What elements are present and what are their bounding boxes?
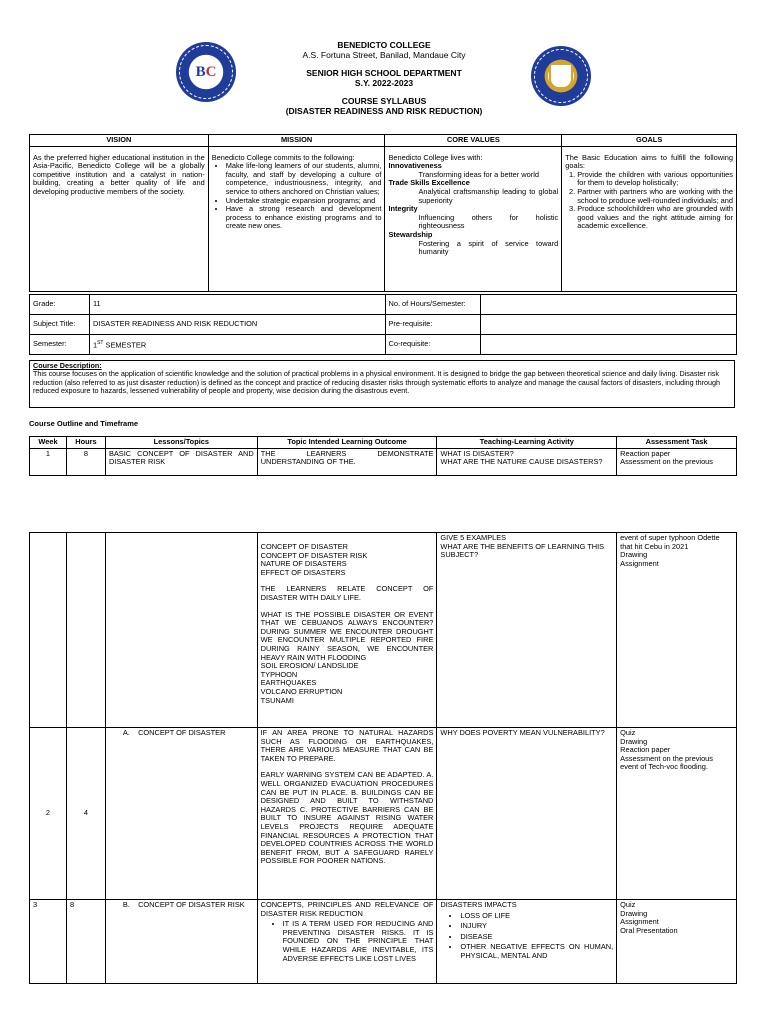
list-item: • IT IS A TERM USED FOR REDUCING AND PREVENTING DISASTER RISKS. IT IS FOUNDED ON THE PRINCIPLE THAT WHILE HAZARDS ARE INEVITABLE, ITS ADVERSE EFFECTS LIKE LOST LIVES xyxy=(283,920,434,963)
grade-label: Grade: xyxy=(30,295,90,315)
semester-label: Semester: xyxy=(30,335,90,355)
course-description-text: This course focuses on the application of scientific knowledge and the solution of practical problems in a physical environment. It is designed to bridge the gap between theoretical science and daily living. Disaster risk reduction (also referred to as just disaster reduction) is defined as the concept and practice of reducing disaster risks through systematic efforts to analyze and manage the causal factors of disasters, including through reduced exposure to hazards, lessened vulnerability of people and property, wise decision during the disastrous event. xyxy=(33,369,721,396)
document-header xyxy=(0,40,768,116)
mission-list xyxy=(212,162,382,231)
subject-value: DISASTER READINESS AND RISK REDUCTION xyxy=(89,315,385,335)
assessment-cell: Reaction paper Assessment on the previous xyxy=(617,448,737,475)
hours-cell xyxy=(66,533,105,728)
college-name: BENEDICTO COLLEGE xyxy=(337,40,431,50)
table-row xyxy=(30,900,737,984)
goals-intro: The Basic Education aims to fulfill the following goals: xyxy=(565,152,733,171)
course-info-table xyxy=(29,294,737,355)
topics-header: Lessons/Topics xyxy=(105,437,257,449)
vision-mission-table xyxy=(29,134,737,292)
hours-header: Hours xyxy=(66,437,105,449)
assessment-cell: Quiz Drawing Reaction paper Assessment on the previous event of Tech-voc flooding. xyxy=(617,728,737,900)
core-value-name: Stewardship xyxy=(388,229,433,239)
prereq-label: Pre-requisite: xyxy=(385,315,481,335)
outcome-cell: IF AN AREA PRONE TO NATURAL HAZARDS SUCH AS FLOODING OR EARTHQUAKES, THERE ARE VARIOUS MEASURE THAT CAN BE TAKEN TO PREPARE. EARLY WARNING SYSTEM CAN BE ADAPTED. A. WELL ORGANIZED EVACUATION PROCEDURES CAN BE PUT IN PLACE. B. BUILDINGS CAN BE DESIGNED AND BUILT TO WITHSTAND HAZARDS C. PROTECTIVE BARRIERS CAN BE BUILT TO INSURE AGAINST RISING WATER LEVELS PROJECTS REQUIRE ADEQUATE FINANCIAL RESOURCES A PROTECTION THAT DEVELOPED COUNTRIES ACROSS THE WORLD BENEFIT FROM, BUT A SAFEGUARD RARELY POSSIBLE FOR POORER NATIONS. xyxy=(257,728,437,900)
core-value-name: Integrity xyxy=(388,204,418,214)
core-values-header: CORE VALUES xyxy=(385,135,562,147)
course-title: (DISASTER READINESS AND RISK REDUCTION) xyxy=(285,106,483,116)
activity-header: Teaching-Learning Activity xyxy=(437,437,617,449)
week-cell: 2 xyxy=(30,728,67,900)
week-cell xyxy=(30,533,67,728)
hours-value xyxy=(481,295,737,315)
college-address: A.S. Fortuna Street, Banilad, Mandaue City xyxy=(302,50,466,60)
goals-list xyxy=(565,171,733,231)
vision-text: As the preferred higher educational institution in the Asia-Pacific, Benedicto College will be a globally competitive institution and a catalyst in nation-building, creating a better quality of life and developing productive members of the society. xyxy=(30,146,209,291)
core-value-desc: Transforming ideas for a better world xyxy=(418,169,539,179)
goals-cell xyxy=(562,146,737,291)
outcome-cell: CONCEPT OF DISASTER CONCEPT OF DISASTER RISK NATURE OF DISASTERS EFFECT OF DISASTERS THE LEARNERS RELATE CONCEPT OF DISASTER WITH DAILY LIFE. WHAT IS THE POSSIBLE DISASTER OR EVENT THAT WE CEBUANOS ALWAYS ENCOUNTER? DURING SUMMER WE ENCOUNTER DROUGHT WE ENCOUNTER MULTIPLE REPORTED FIRE DURING RAINY SEASON, WE ENCOUNTER HEAVY RAIN WITH FLOODING SOIL EROSION/ LANDSLIDE TYPHOON EARTHQUAKES VOLCANO ERRUPTION TSUNAMI xyxy=(257,533,437,728)
table-row xyxy=(30,533,737,728)
vision-header: VISION xyxy=(30,135,209,147)
core-values-intro: Benedicto College lives with: xyxy=(388,152,483,162)
assessment-cell: event of super typhoon Odette that hit Cebu in 2021 Drawing Assignment xyxy=(617,533,737,728)
coreq-label: Co-requisite: xyxy=(385,335,481,355)
hours-cell: 4 xyxy=(66,728,105,900)
goal-item: 3. Produce schoolchildren who are grounded with good values and the right attitude aiming for academic excellence. xyxy=(577,205,733,231)
core-value-desc: Influencing others for holistic righteousness xyxy=(418,212,559,231)
prereq-value xyxy=(481,315,737,335)
goal-item: 1. Provide the children with various opportunities for them to develop holistically; xyxy=(577,171,733,188)
goal-item: 2. Partner with partners who are working with the school to produce well-rounded individuals; and xyxy=(577,188,733,205)
course-outline-title: Course Outline and Timeframe xyxy=(29,419,139,428)
core-value-desc: Analytical craftsmanship leading to global superiority xyxy=(418,186,559,205)
activity-cell: DISASTERS IMPACTS • LOSS OF LIFE • INJURY • DISEASE • OTHER NEGATIVE EFFECTS ON HUMAN, PHYSICAL, MENTAL AND xyxy=(437,900,617,984)
hours-cell: 8 xyxy=(66,448,105,475)
outcome-cell: THE LEARNERS DEMONSTRATE UNDERSTANDING OF THE. xyxy=(257,448,437,475)
core-value-desc: Fostering a spirit of service toward humanity xyxy=(418,238,559,257)
activity-cell: GIVE 5 EXAMPLES WHAT ARE THE BENEFITS OF LEARNING THIS SUBJECT? xyxy=(437,533,617,728)
assessment-header: Assessment Task xyxy=(617,437,737,449)
list-item: • DISEASE xyxy=(460,933,613,942)
topic-cell: B. CONCEPT OF DISASTER RISK xyxy=(105,900,257,984)
week-header: Week xyxy=(30,437,67,449)
core-values-cell xyxy=(385,146,562,291)
mission-header: MISSION xyxy=(208,135,385,147)
school-year: S.Y. 2022-2023 xyxy=(354,78,414,88)
semester-value: 1ST SEMESTER xyxy=(89,335,385,355)
hours-label: No. of Hours/Semester: xyxy=(385,295,481,315)
topic-cell: A. CONCEPT OF DISASTER xyxy=(105,728,257,900)
topic-cell xyxy=(105,533,257,728)
assessment-cell: Quiz Drawing Assignment Oral Presentation xyxy=(617,900,737,984)
bc-monogram: BC xyxy=(195,63,217,80)
mission-intro: Benedicto College commits to the following: xyxy=(211,152,355,162)
table-row xyxy=(30,448,737,475)
course-outline-table-continued xyxy=(29,532,737,984)
department-name: SENIOR HIGH SCHOOL DEPARTMENT xyxy=(306,68,462,78)
activity-cell: WHAT IS DISASTER? WHAT ARE THE NATURE CAUSE DISASTERS? xyxy=(437,448,617,475)
coreq-value xyxy=(481,335,737,355)
week-cell: 3 xyxy=(30,900,67,984)
mission-item: • Have a strong research and development process to enhance existing programs and to create new ones. xyxy=(226,205,382,231)
week-cell: 1 xyxy=(30,448,67,475)
hours-cell: 8 xyxy=(66,900,105,984)
goals-header: GOALS xyxy=(562,135,737,147)
list-item: • OTHER NEGATIVE EFFECTS ON HUMAN, PHYSICAL, MENTAL AND xyxy=(460,943,613,960)
list-item: • LOSS OF LIFE xyxy=(460,912,613,921)
outcome-header: Topic Intended Learning Outcome xyxy=(257,437,437,449)
mission-item: • Undertake strategic expansion programs; and xyxy=(226,197,382,206)
mission-cell xyxy=(208,146,385,291)
grade-value: 11 xyxy=(89,295,385,315)
list-item: • INJURY xyxy=(460,922,613,931)
core-value-name: Innovativeness xyxy=(388,161,442,171)
activity-cell: WHY DOES POVERTY MEAN VULNERABILITY? xyxy=(437,728,617,900)
course-description-title: Course Description: xyxy=(33,361,102,370)
subject-label: Subject Title: xyxy=(30,315,90,335)
topic-cell: BASIC CONCEPT OF DISASTER AND DISASTER RISK xyxy=(105,448,257,475)
table-row xyxy=(30,728,737,900)
mission-item: • Make life-long learners of our students, alumni, faculty, and staff by developing a culture of competence, industriousness, integrity, and service to others anchored on Christian values; xyxy=(226,162,382,196)
course-outline-table xyxy=(29,436,737,476)
outcome-cell: CONCEPTS, PRINCIPLES AND RELEVANCE OF DISASTER RISK REDUCTION • IT IS A TERM USED FOR REDUCING AND PREVENTING DISASTER RISKS. IT IS FOUNDED ON THE PRINCIPLE THAT WHILE HAZARDS ARE INEVITABLE, ITS ADVERSE EFFECTS LIKE LOST LIVES xyxy=(257,900,437,984)
document-title: COURSE SYLLABUS xyxy=(341,96,427,106)
core-value-name: Trade Skills Excellence xyxy=(388,178,470,188)
course-description xyxy=(29,360,735,408)
